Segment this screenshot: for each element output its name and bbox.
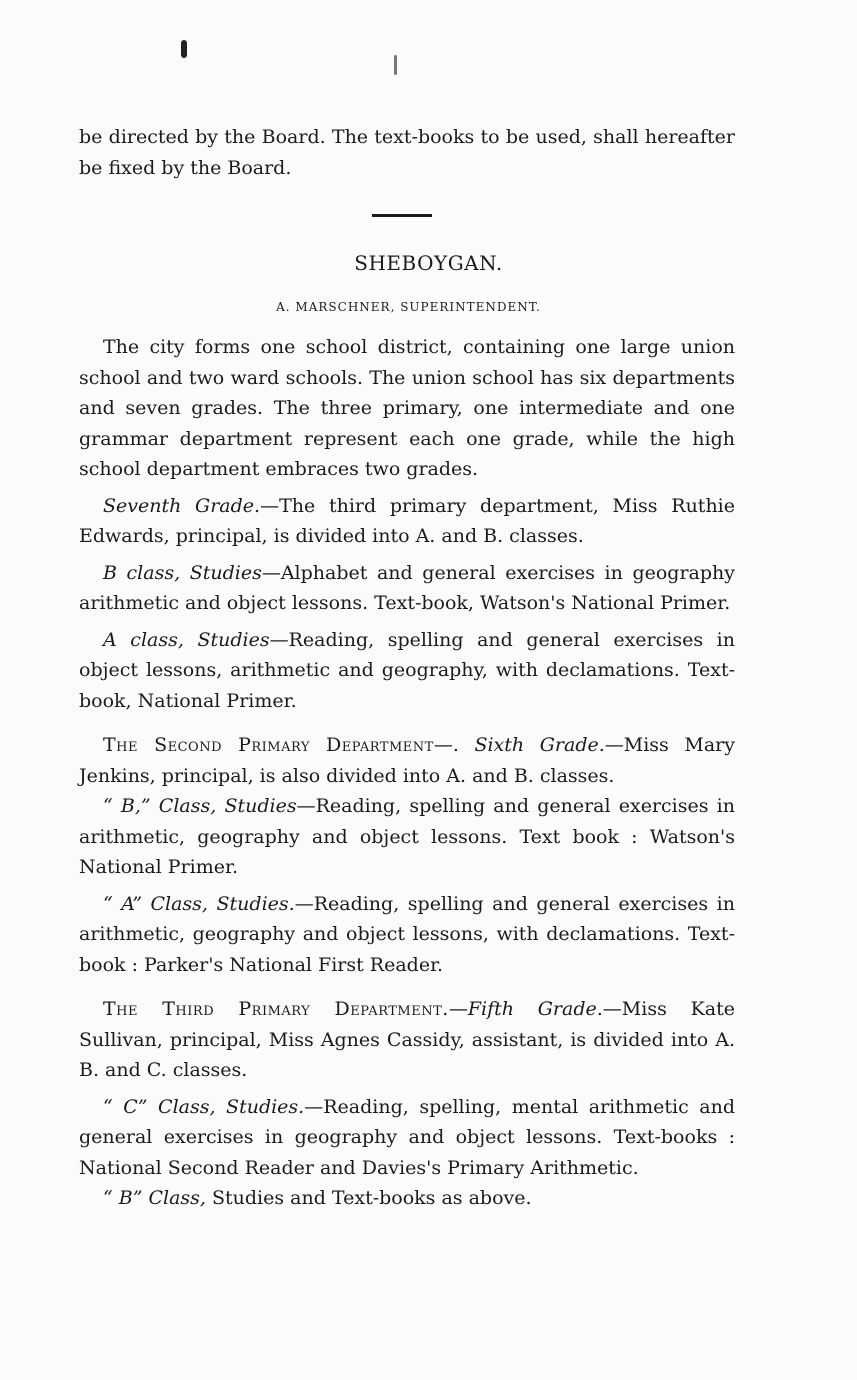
sixth-b-class-paragraph bbox=[79, 791, 735, 883]
third-primary-dept: The Third Primary Department. bbox=[103, 998, 449, 1020]
sixth-a-class-text: —Reading, spelling and general exercises in arithmetic, geography and object lessons, with declamations. Text-book : Parker's National First Reader. bbox=[79, 892, 735, 976]
fifth-b-class-text: Studies and Text-books as above. bbox=[205, 1187, 532, 1209]
seventh-grade-label: Seventh Grade. bbox=[103, 494, 261, 517]
fifth-c-class-text: —Reading, spelling, mental arithmetic and general exercises in geography and object lessons. Text-books : National Second Reader and Davies's Primary Arithmetic. bbox=[79, 1095, 736, 1179]
seventh-b-class-text: —Alphabet and general exercises in geography arithmetic and object lessons. Text-book, Watson's National Primer. bbox=[79, 561, 735, 614]
seventh-b-class-paragraph bbox=[79, 558, 735, 619]
seventh-a-class-label: A class, Studies bbox=[103, 628, 270, 651]
top-continuation bbox=[79, 122, 735, 183]
ink-speck bbox=[181, 40, 187, 58]
section-body bbox=[79, 332, 735, 1214]
second-primary-paragraph bbox=[79, 730, 735, 791]
third-primary-sep: — bbox=[448, 998, 468, 1020]
second-primary-dept: The Second Primary Department bbox=[103, 734, 434, 756]
sixth-a-class-label: “ A” Class, Studies. bbox=[103, 892, 295, 915]
seventh-a-class-paragraph bbox=[79, 625, 735, 717]
second-primary-sep: —. bbox=[433, 734, 475, 756]
intro-paragraph: The city forms one school district, containing one large union school and two ward schools. The union school has six departments and seven grades. The three primary, one intermediate and one grammar department represent each one grade, while the high school department embraces two grades. bbox=[79, 336, 735, 480]
section-subtitle: A. MARSCHNER, SUPERINTENDENT. bbox=[276, 300, 541, 314]
third-primary-paragraph bbox=[79, 994, 735, 1086]
fifth-c-class-paragraph bbox=[79, 1092, 735, 1184]
third-primary-grade: Fifth Grade. bbox=[467, 998, 603, 1020]
fifth-b-class-paragraph bbox=[79, 1183, 735, 1214]
second-primary-grade: Sixth Grade. bbox=[474, 734, 605, 756]
third-primary-text: —Miss Kate Sullivan, principal, Miss Agnes Cassidy, assistant, is divided into A. B. and C. classes. bbox=[79, 998, 735, 1081]
sixth-b-class-label: “ B,” Class, Studies bbox=[103, 795, 297, 817]
seventh-a-class-text: —Reading, spelling and general exercises in object lessons, arithmetic and geography, with declamations. Text-book, National Primer. bbox=[79, 628, 735, 712]
second-primary-text: —Miss Mary Jenkins, principal, is also divided into A. and B. classes. bbox=[79, 734, 735, 787]
fifth-c-class-label: “ C” Class, Studies. bbox=[103, 1095, 305, 1118]
section-divider bbox=[372, 214, 432, 217]
seventh-b-class-label: B class, Studies bbox=[103, 561, 262, 584]
seventh-grade-text: —The third primary department, Miss Ruthie Edwards, principal, is divided into A. and B. classes. bbox=[79, 494, 735, 547]
sixth-a-class-paragraph bbox=[79, 889, 735, 981]
sixth-b-class-text: —Reading, spelling and general exercises in arithmetic, geography and object lessons. Text book : Watson's National Primer. bbox=[79, 795, 735, 878]
continuation-paragraph: be directed by the Board. The text-books to be used, shall hereafter be fixed by the Board. bbox=[79, 126, 735, 179]
ink-speck bbox=[394, 55, 397, 75]
section-title: SHEBOYGAN. bbox=[354, 251, 503, 275]
seventh-grade-paragraph bbox=[79, 491, 735, 552]
fifth-b-class-label: “ B” Class, bbox=[103, 1187, 206, 1209]
